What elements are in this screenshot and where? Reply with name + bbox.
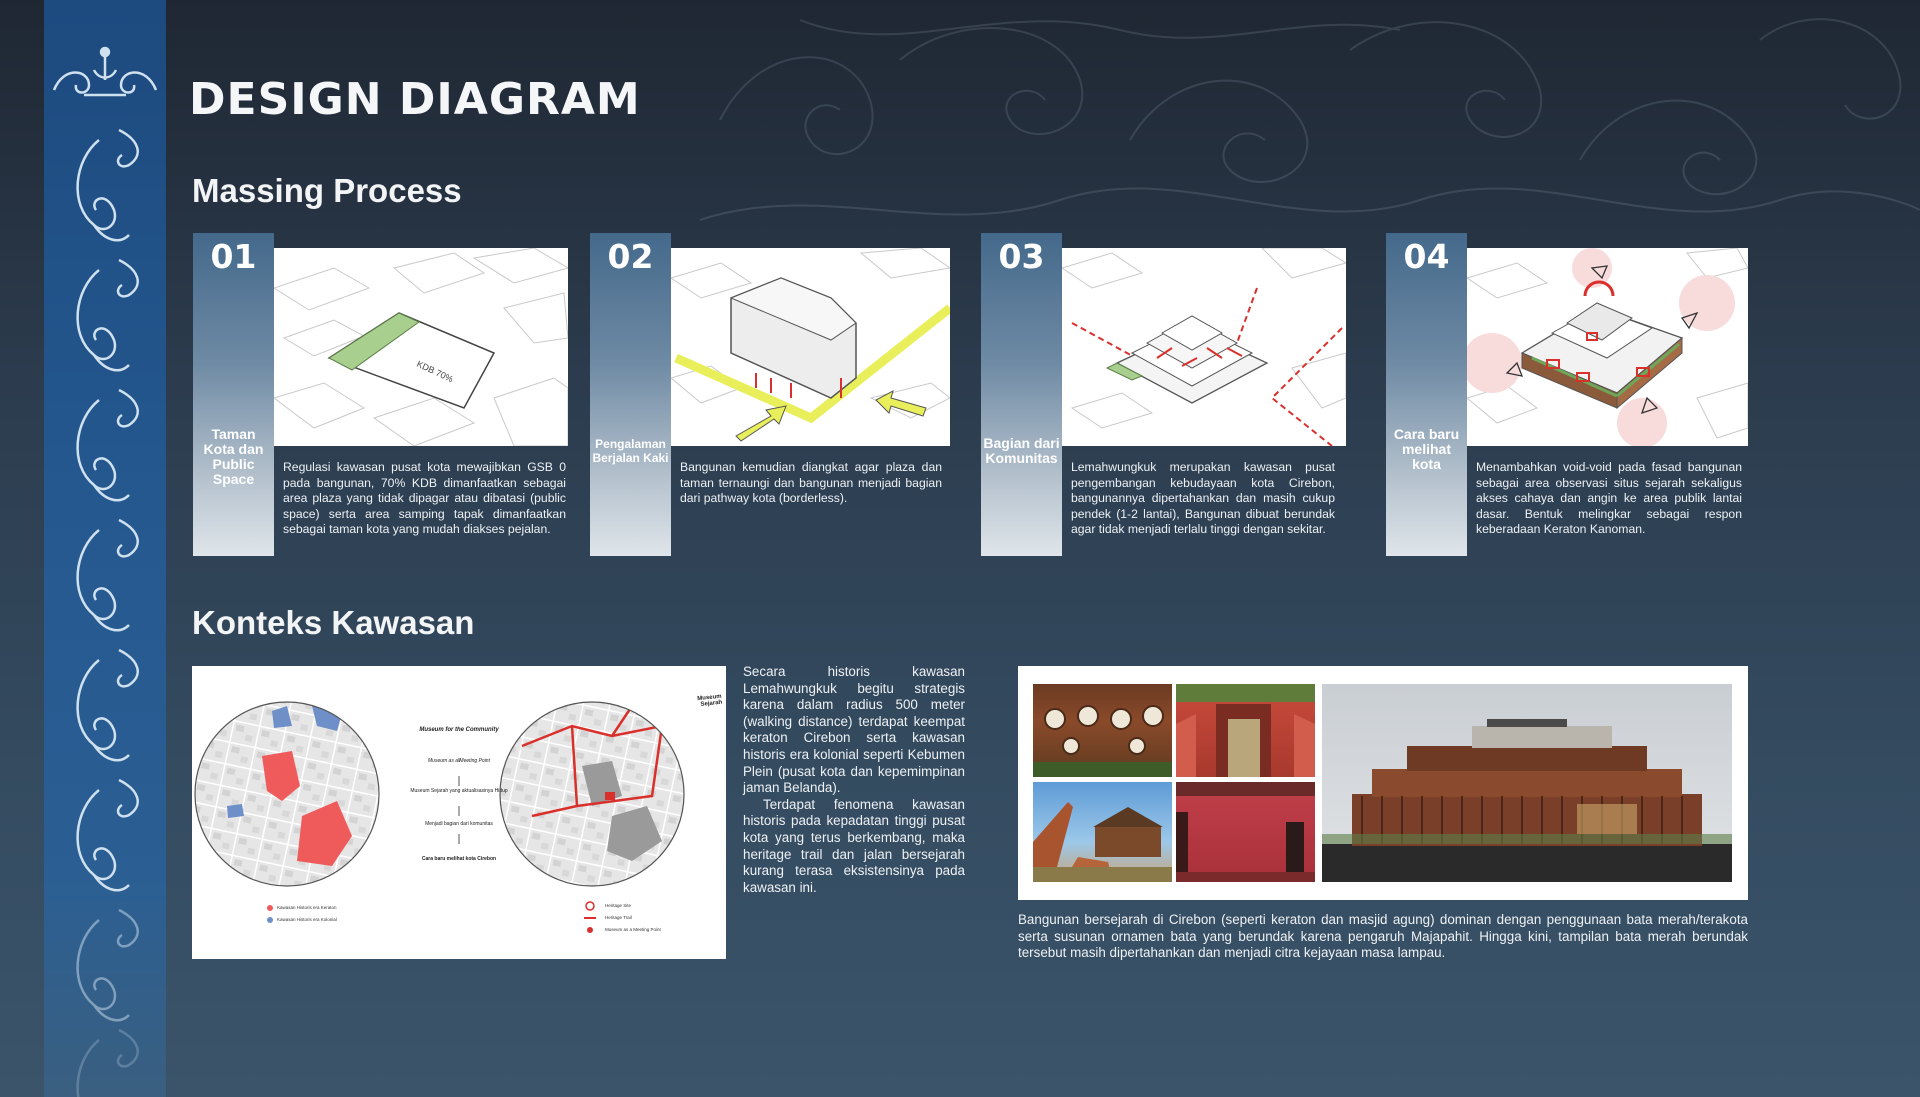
step-caption: Bagian dari Komunitas [983, 435, 1060, 466]
massing-step-01 [193, 233, 568, 556]
step-number: 01 [210, 237, 257, 276]
context-heading: Konteks Kawasan [192, 604, 475, 641]
massing-diagram-04 [1467, 248, 1748, 446]
massing-diagram-03 [1062, 248, 1346, 446]
kdb-label: KDB 70% [415, 358, 455, 385]
map-center-title: Museum for the Community [419, 727, 499, 733]
step-tab [1386, 233, 1467, 556]
museum-render-photo [1322, 684, 1732, 882]
legend-keraton: Kawasan Historis era Keraton [277, 905, 337, 910]
step-tab [193, 233, 274, 556]
context-maps [192, 666, 726, 959]
step-caption: Pengalaman Berjalan Kaki [592, 437, 669, 465]
massing-step-03 [981, 233, 1346, 556]
step-caption: Taman Kota dan Public Space [203, 426, 264, 487]
red-hall-photo [1176, 782, 1315, 882]
step-description: Bangunan kemudian diangkat agar plaza dan taman ternaungi dan bangunan menjadi bagian dari pathway kota (borderless). [680, 460, 942, 505]
context-text-main: Secara historis kawasan Lemahwungkuk begitu strategis karena dalam radius 500 meter (walking distance) terdapat keempat keraton Cirebon serta kawasan historis era kolonial seperti Kebumen Plein (pusat kota dan kepemimpinan jaman Belanda). [743, 664, 965, 796]
legend-kolonial: Kawasan Historis era Kolonial [277, 917, 337, 922]
brick-ornament-photo [1033, 684, 1172, 777]
legend-heritage-trail: Heritage Trail [605, 915, 632, 920]
step-description: Lemahwungkuk merupakan kawasan pusat pengembangan kebudayaan kota Cirebon, bangunannya dipertahankan dan masih cukup pendek (1-2 lantai), Bangunan dibuat berundak agar tidak menjadi terlalu tinggi dengan sekitar. [1071, 460, 1335, 536]
map-flow-1: Museum as a Meeting Point [428, 758, 490, 764]
step-description: Menambahkan void-void pada fasad bangunan sebagai area observasi situs sejarah sekaligus akses cahaya dan angin ke area publik lantai dasar. Bentuk melingkar sebagai respon keberadaan Keraton Kanoman. [1476, 460, 1742, 536]
legend-heritage-site: Heritage Site [605, 903, 632, 908]
heritage-photo-board [1018, 666, 1748, 900]
step-number: 04 [1403, 237, 1450, 276]
step-tab [590, 233, 671, 556]
massing-step-02 [590, 233, 950, 556]
photo-caption: Bangunan bersejarah di Cirebon (seperti keraton dan masjid agung) dominan dengan penggunaan bata merah/terakota serta susunan ornamen bata yang berundak karena pengaruh Majapahit. Hingga kini, tampilan bata merah berundak tersebut masih dipertahankan dan menjadi citra kejayaan masa lampau. [1018, 912, 1748, 961]
context-text-continued: Terdapat fenomena kawasan historis pada kepadatan tinggi pusat kota yang terus berkembang, maka heritage trail dan jalan bersejarah kurang terasa eksistensinya pada kawasan ini. [743, 796, 965, 895]
floral-ornament [44, 40, 166, 1097]
massing-step-04 [1386, 233, 1748, 556]
massing-heading: Massing Process [192, 172, 462, 209]
split-gate-photo [1033, 782, 1172, 882]
museum-corner-tag: Museum Sejarah [697, 693, 723, 708]
massing-diagram-02 [671, 248, 950, 446]
context-description [743, 664, 965, 896]
step-number: 02 [607, 237, 654, 276]
step-tab [981, 233, 1062, 556]
legend-meeting-point: Museum as a Meeting Point [605, 927, 661, 932]
batik-cloud-ornament [700, 0, 1920, 260]
context-map-board [192, 666, 726, 959]
map-flow-3: Menjadi bagian dari komunitas [425, 821, 493, 827]
map-flow-2: Museum Sejarah yang aktualisasinya Hidup [410, 788, 508, 794]
page-title: DESIGN DIAGRAM [189, 74, 641, 125]
step-description: Regulasi kawasan pusat kota mewajibkan GSB 0 pada bangunan, 70% KDB dimanfaatkan sebagai area plaza yang tidak dipagar atau dibatasi (public space) serta area samping tapak dimanfaatkan sebagai taman kota yang mudah diakses pejalan. [283, 460, 566, 536]
step-caption: Cara baru melihat kota [1393, 426, 1460, 472]
map-flow-4: Cara baru melihat kota Cirebon [421, 856, 497, 862]
massing-diagram-01 [274, 248, 568, 446]
red-gate-photo [1176, 684, 1315, 777]
step-number: 03 [998, 237, 1045, 276]
